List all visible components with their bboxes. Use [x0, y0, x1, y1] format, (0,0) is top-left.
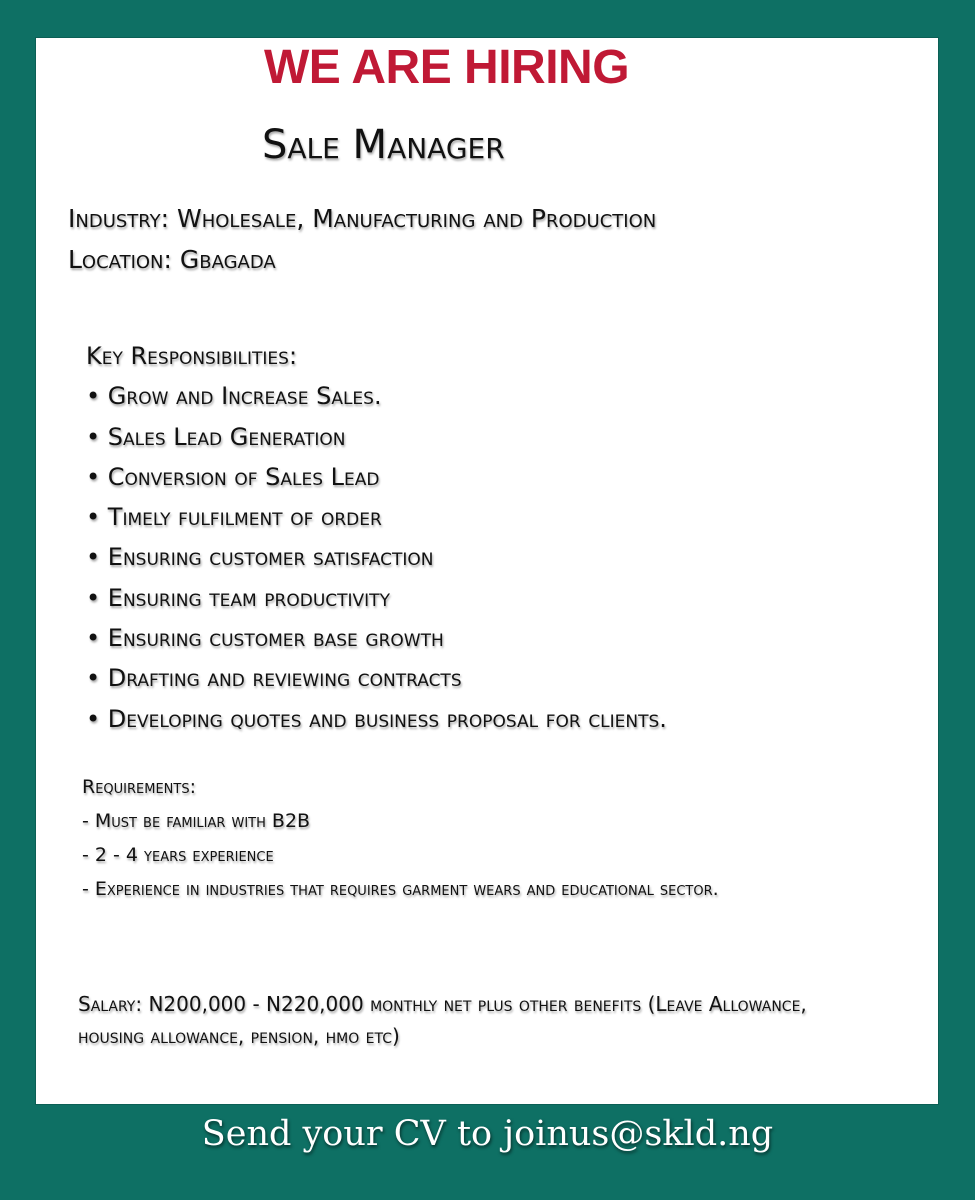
list-item: • Developing quotes and business proposal for clients. [86, 704, 667, 733]
hiring-headline: WE ARE HIRING [264, 41, 630, 94]
responsibilities-section [86, 336, 667, 739]
requirements-heading: Requirements: [82, 776, 196, 798]
list-item: - Experience in industries that requires garment wears and educational sector. [82, 878, 719, 900]
job-meta [68, 198, 656, 280]
list-item: - Must be familiar with B2B [82, 810, 311, 832]
list-item: • Sales Lead Generation [86, 422, 346, 451]
salary-text: Salary: N200,000 - N220,000 monthly net plus other benefits (Leave Allowance, housing allowance, pension, hmo etc) [78, 992, 807, 1048]
list-item: • Ensuring customer satisfaction [86, 543, 434, 572]
location-line: Location: Gbagada [68, 245, 276, 274]
list-item: • Grow and Increase Sales. [86, 382, 382, 411]
apply-instruction: Send your CV to joinus@skld.ng [201, 1114, 774, 1154]
list-item: - 2 - 4 years experience [82, 844, 274, 866]
list-item: • Conversion of Sales Lead [86, 462, 380, 491]
responsibilities-list [86, 376, 667, 739]
list-item: • Drafting and reviewing contracts [86, 664, 462, 693]
job-posting-card [36, 38, 938, 1104]
requirements-section [82, 770, 782, 906]
list-item: • Timely fulfilment of order [86, 503, 382, 532]
job-title: Sale Manager [262, 122, 505, 168]
requirements-list [82, 804, 782, 906]
list-item: • Ensuring customer base growth [86, 624, 444, 653]
industry-line: Industry: Wholesale, Manufacturing and Production [68, 204, 657, 233]
list-item: • Ensuring team productivity [86, 583, 390, 612]
responsibilities-heading: Key Responsibilities: [86, 342, 298, 370]
